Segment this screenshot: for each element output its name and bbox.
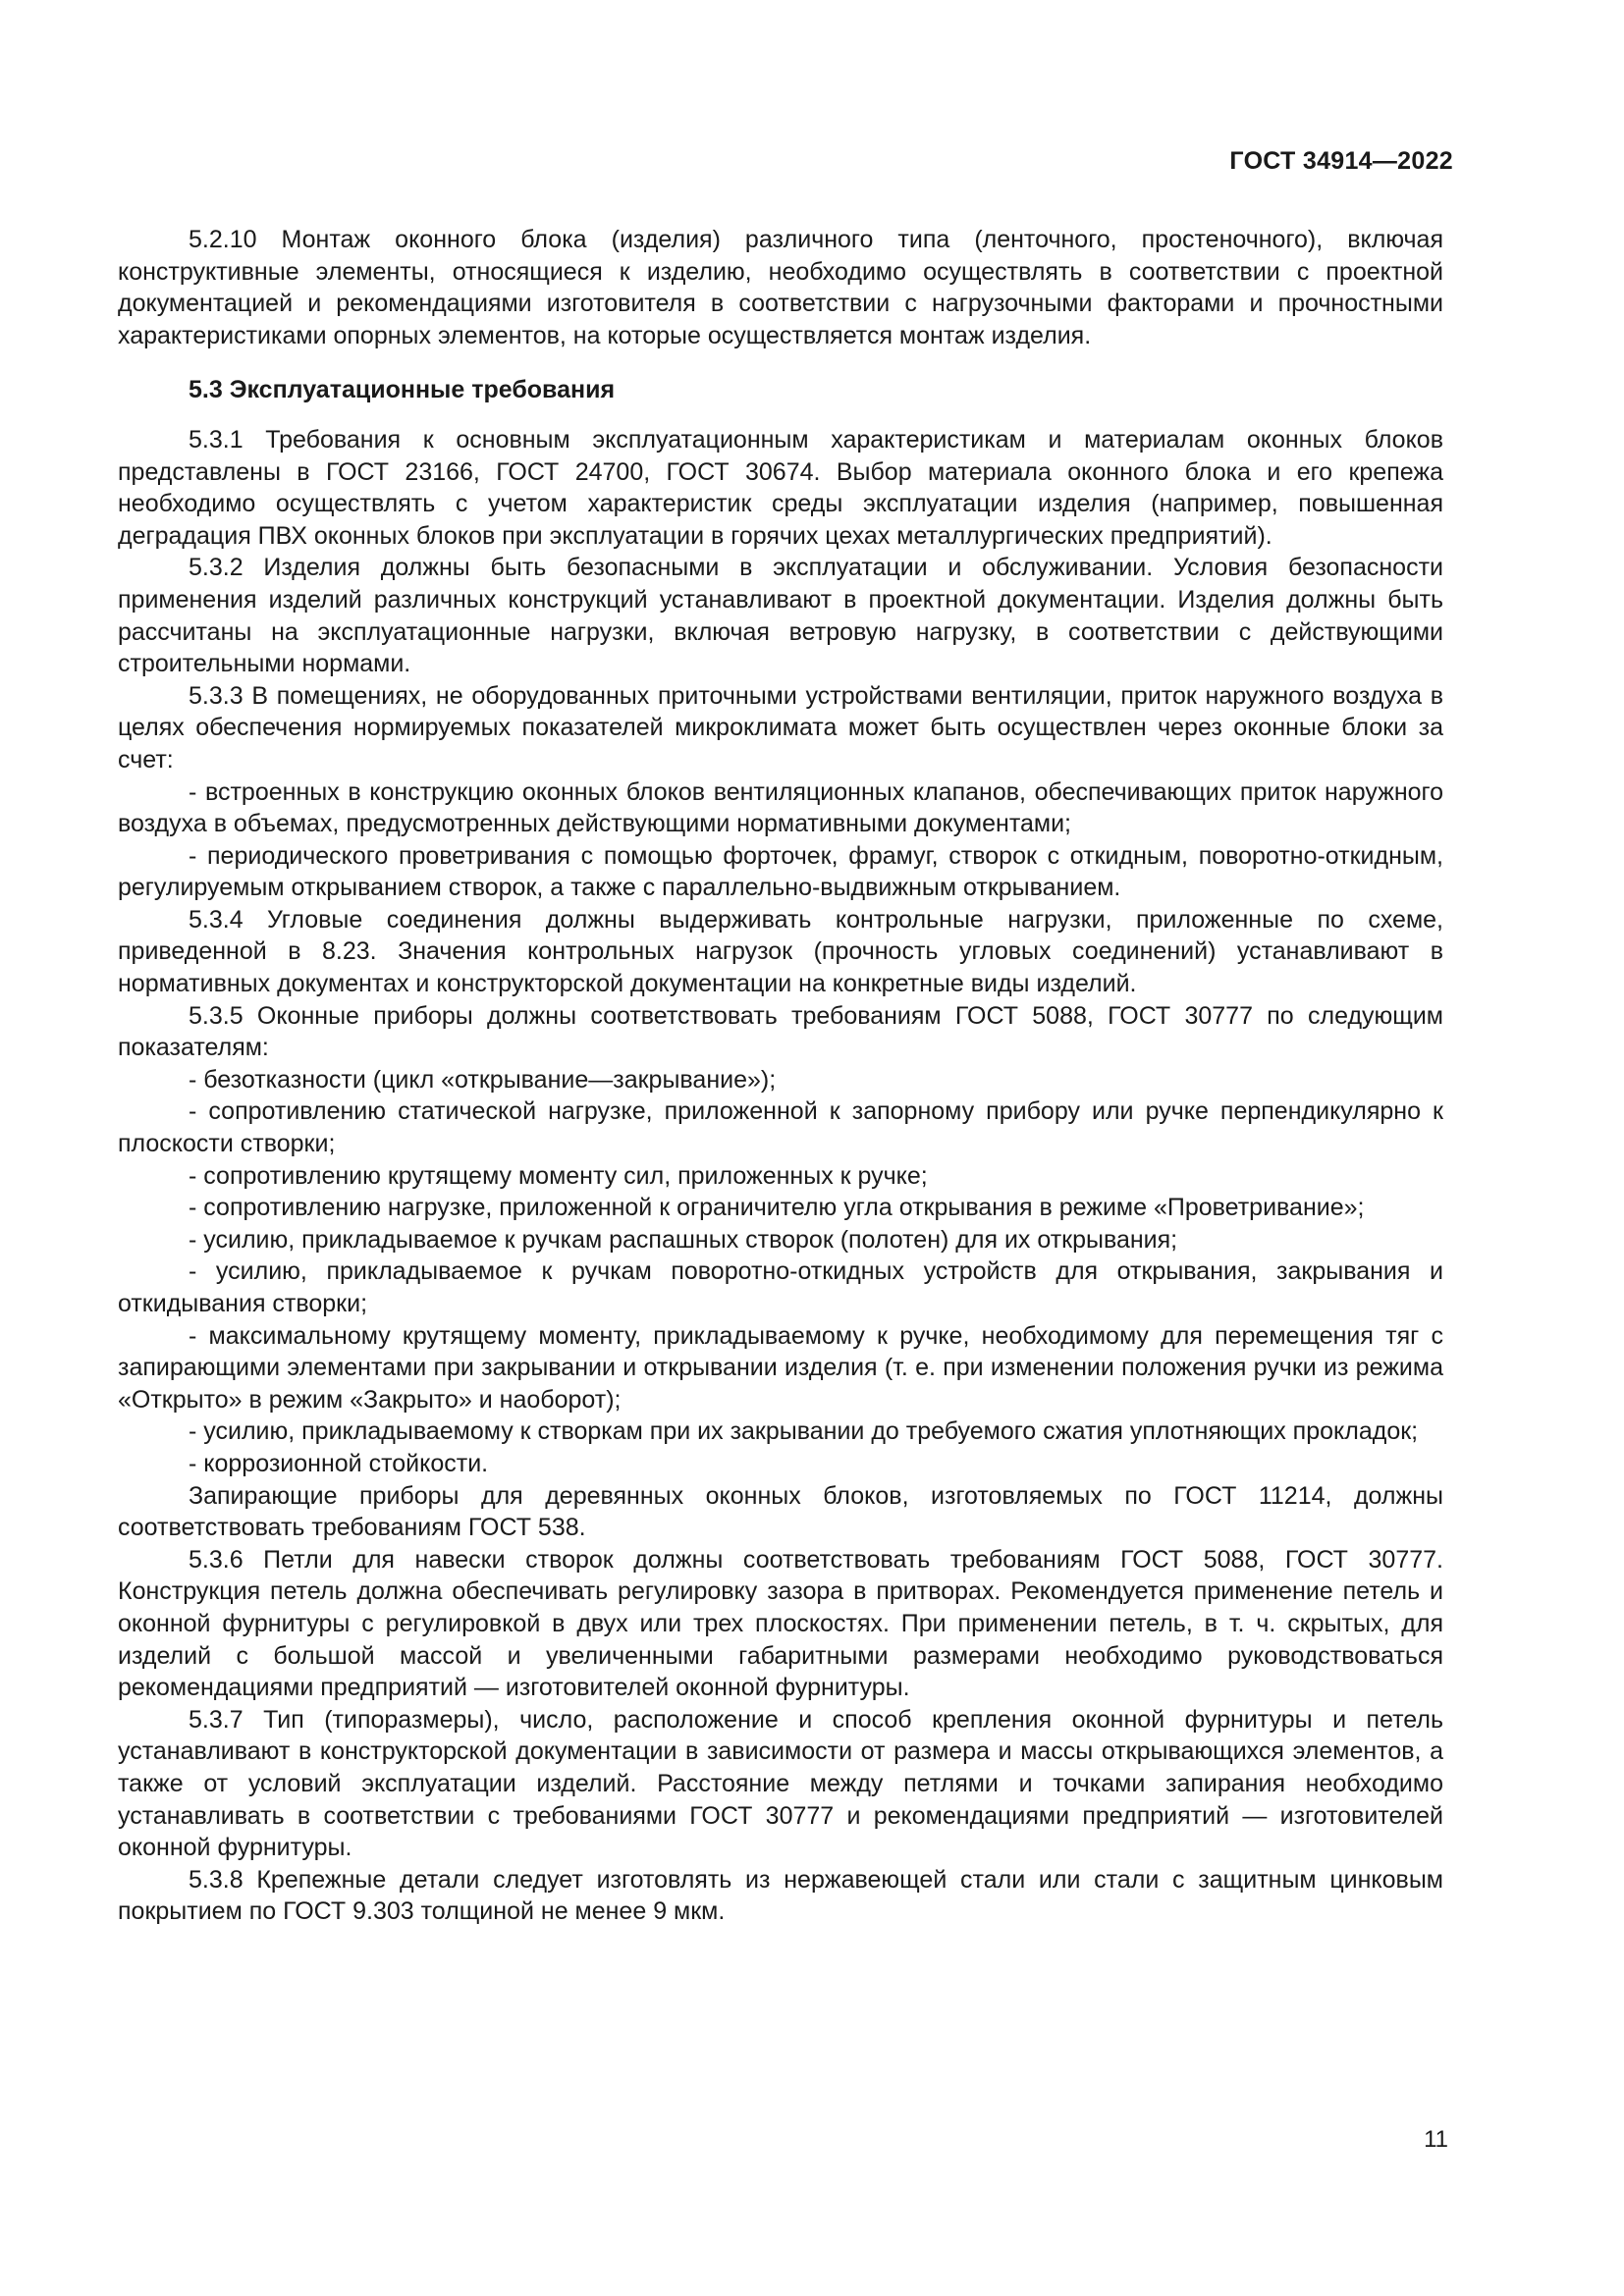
list-item-5-3-5-f: - усилию, прикладываемое к ручкам поворотно-откидных устройств для открывания, закрывания и откидывания створки; [118,1257,1443,1317]
document-body [118,224,1443,1928]
paragraph-5-3-3: 5.3.3 В помещениях, не оборудованных приточными устройствами вентиляции, приток наружного воздуха в целях обеспечения нормируемых показателей микроклимата может быть осуществлен через оконные блоки за счет: [118,681,1443,774]
document-code-header: ГОСТ 34914—2022 [1229,147,1453,175]
list-item-5-3-5-d: - сопротивлению нагрузке, приложенной к ограничителю угла открывания в режиме «Проветривание»; [189,1194,1365,1222]
paragraph-5-3-8: 5.3.8 Крепежные детали следует изготовлять из нержавеющей стали или стали с защитным цинковым покрытием по ГОСТ 9.303 толщиной не менее 9 мкм. [118,1865,1443,1926]
list-item-5-3-5-b: - сопротивлению статической нагрузке, приложенной к запорному прибору или ручке перпендикулярно к плоскости створки; [118,1097,1443,1158]
paragraph-5-3-7: 5.3.7 Тип (типоразмеры), число, расположение и способ крепления оконной фурнитуры и петель устанавливают в конструкторской документации в зависимости от размера и массы открывающихся элементов, а также от условий эксплуатации изделий. Расстояние между петлями и точками запирания необходимо устанавливать в соответствии с требованиями ГОСТ 30777 и рекомендациями предприятий — изготовителей оконной фурнитуры. [118,1705,1443,1862]
section-heading-5-3: 5.3 Эксплуатационные требования [189,376,616,404]
list-item-5-3-5-e: - усилию, прикладываемое к ручкам распашных створок (полотен) для их открывания; [189,1225,1178,1254]
list-item-5-3-3-b: - периодического проветривания с помощью форточек, фрамуг, створок с откидным, поворотно-откидным, регулируемым открыванием створок, а также с параллельно-выдвижным открыванием. [118,841,1443,902]
paragraph-5-3-2: 5.3.2 Изделия должны быть безопасными в эксплуатации и обслуживании. Условия безопасности применения изделий различных конструкций устанавливают в проектной документации. Изделия должны быть рассчитаны на эксплуатационные нагрузки, включая ветровую нагрузку, в соответствии с действующими строительными нормами. [118,554,1443,678]
list-item-5-3-3-a: - встроенных в конструкцию оконных блоков вентиляционных клапанов, обеспечивающих приток наружного воздуха в объемах, предусмотренных действующими нормативными документами; [118,777,1443,838]
list-item-5-3-5-c: - сопротивлению крутящему моменту сил, приложенных к ручке; [189,1161,928,1190]
list-item-5-3-5-g: - максимальному крутящему моменту, прикладываемому к ручке, необходимому для перемещения тяг с запирающими элементами при закрывании и открывании изделия (т. е. при изменении положения ручки из режима «Открыто» в режим «Закрыто» и наоборот); [118,1321,1443,1414]
list-item-5-3-5-i: - коррозионной стойкости. [189,1449,489,1477]
paragraph-5-3-6: 5.3.6 Петли для навески створок должны соответствовать требованиям ГОСТ 5088, ГОСТ 30777. Конструкция петель должна обеспечивать регулировку зазора в притворах. Рекомендуется применение петель и оконной фурнитуры с регулировкой в двух или трех плоскостях. При применении петель, в т. ч. скрытых, для изделий с большой массой и увеличенными габаритными размерами необходимо руководствоваться рекомендациями предприятий — изготовителей оконной фурнитуры. [118,1545,1443,1702]
page-number: 11 [1424,2126,1448,2153]
paragraph-5-2-10: 5.2.10 Монтаж оконного блока (изделия) различного типа (ленточного, простеночного), включая конструктивные элементы, относящиеся к изделию, необходимо осуществлять в соответствии с проектной документацией и рекомендациями изготовителя в соответствии с нагрузочными факторами и прочностными характеристиками опорных элементов, на которые осуществляется монтаж изделия. [118,226,1443,349]
list-item-5-3-5-a: - безотказности (цикл «открывание—закрывание»); [189,1065,777,1094]
paragraph-5-3-4: 5.3.4 Угловые соединения должны выдерживать контрольные нагрузки, приложенные по схеме, приведенной в 8.23. Значения контрольных нагрузок (прочность угловых соединений) устанавливают в нормативных документах и конструкторской документации на конкретные виды изделий. [118,905,1443,998]
paragraph-5-3-5: 5.3.5 Оконные приборы должны соответствовать требованиям ГОСТ 5088, ГОСТ 30777 по следующим показателям: [118,1001,1443,1062]
paragraph-5-3-5-locking-devices: Запирающие приборы для деревянных оконных блоков, изготовляемых по ГОСТ 11214, должны соответствовать требованиям ГОСТ 538. [118,1481,1443,1542]
paragraph-5-3-1: 5.3.1 Требования к основным эксплуатационным характеристикам и материалам оконных блоков представлены в ГОСТ 23166, ГОСТ 24700, ГОСТ 30674. Выбор материала оконного блока и его крепежа необходимо осуществлять с учетом характеристик среды эксплуатации изделия (например, повышенная деградация ПВХ оконных блоков при эксплуатации в горячих цехах металлургических предприятий). [118,425,1443,550]
list-item-5-3-5-h: - усилию, прикладываемому к створкам при их закрывании до требуемого сжатия уплотняющих прокладок; [189,1417,1419,1446]
